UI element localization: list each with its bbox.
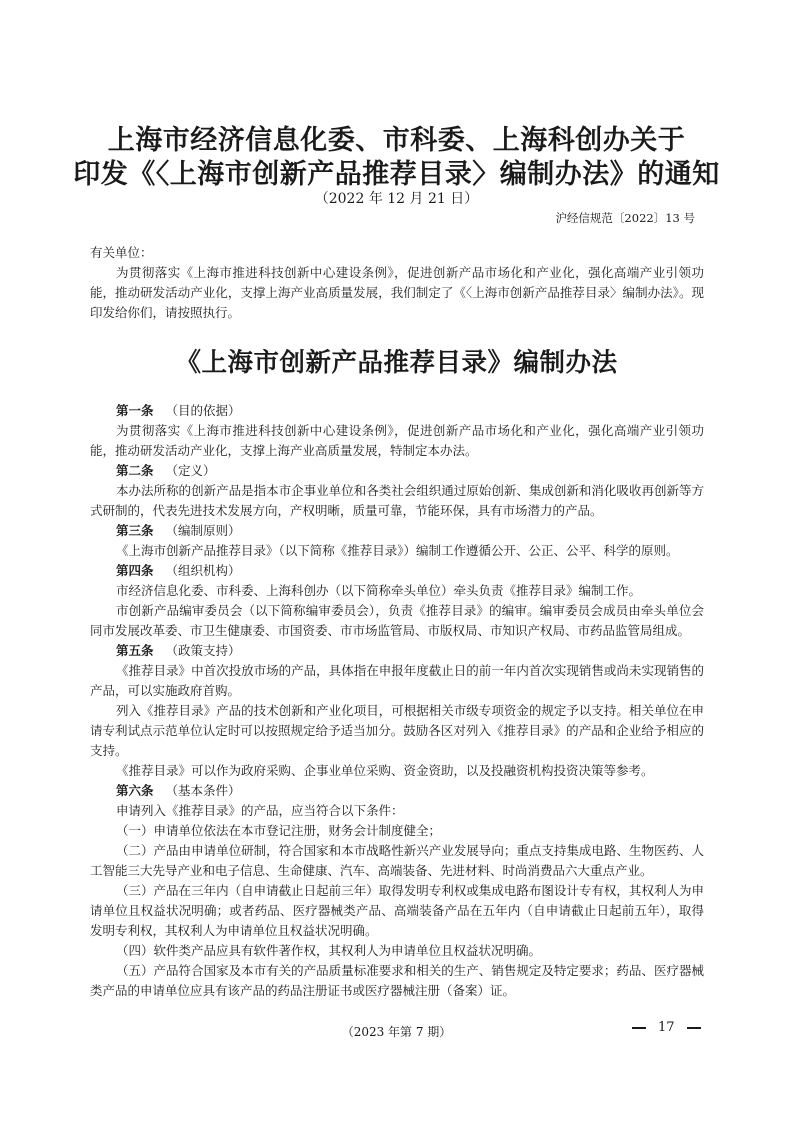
article-paragraph: 市创新产品编审委员会（以下简称编审委员会），负责《推荐目录》的编审。编审委员会成员由牵头单位会同市发展改革委、市卫生健康委、市国资委、市市场监管局、市版权局、市知识产权局、市药品监管局组成。 bbox=[90, 603, 704, 638]
article-number: 第一条 bbox=[116, 403, 154, 418]
page-number-value: 17 bbox=[658, 1020, 675, 1035]
article-paragraph: 本办法所称的创新产品是指本市企事业单位和各类社会组织通过原始创新、集成创新和消化吸收再创新等方式研制的，代表先进技术发展方向，产权明晰，质量可靠，节能环保，具有市场潜力的产品。 bbox=[90, 483, 704, 518]
article-paragraph: （四）软件类产品应具有软件著作权，其权利人为申请单位且权益状况明确。 bbox=[116, 943, 542, 958]
article-paragraph: 为贯彻落实《上海市推进科技创新中心建设条例》，促进创新产品市场化和产业化，强化高端产业引领功能，推动研发活动产业化，支撑上海产业高质量发展，特制定本办法。 bbox=[90, 423, 704, 458]
article-paragraph: 申请列入《推荐目录》的产品，应当符合以下条件： bbox=[116, 803, 404, 818]
addressee: 有关单位： bbox=[90, 245, 153, 260]
article-paragraph: （五）产品符合国家及本市有关的产品质量标准要求和相关的生产、销售规定及特定要求；药品、医疗器械类产品的申请单位应具有该产品的药品注册证书或医疗器械注册（备案）证。 bbox=[90, 963, 704, 998]
issue-label: （2023 年第 7 期） bbox=[341, 1025, 452, 1039]
article-name: （编制原则） bbox=[165, 523, 241, 538]
article-number: 第四条 bbox=[116, 563, 154, 578]
article-heading bbox=[90, 561, 704, 581]
dash-left bbox=[632, 1027, 646, 1029]
page-number bbox=[632, 1020, 701, 1035]
notice-title-line-1: 上海市经济信息化委、市科委、上海科创办关于 bbox=[107, 125, 686, 156]
article-paragraph: 《推荐目录》中首次投放市场的产品，具体指在申报年度截止日的前一年内首次实现销售或尚未实现销售的产品，可以实施政府首购。 bbox=[90, 663, 704, 698]
article-number: 第六条 bbox=[116, 783, 154, 798]
article-paragraph: 《上海市创新产品推荐目录》（以下简称《推荐目录》）编制工作遵循公开、公正、公平、科学的原则。 bbox=[116, 543, 679, 558]
dash-right bbox=[687, 1027, 701, 1029]
article-name: （目的依据） bbox=[165, 403, 241, 418]
article-paragraph: （一）申请单位依法在本市登记注册，财务会计制度健全； bbox=[116, 823, 442, 838]
notice-title-line-2: 印发《〈上海市创新产品推荐目录〉编制办法》的通知 bbox=[73, 159, 720, 190]
article-paragraph: 《推荐目录》可以作为政府采购、企事业单位采购、资金资助，以及投融资机构投资决策等参考。 bbox=[116, 763, 654, 778]
article-name: （基本条件） bbox=[165, 783, 241, 798]
article-heading bbox=[90, 461, 704, 481]
notice-body: 为贯彻落实《上海市推进科技创新中心建设条例》，促进创新产品市场化和产业化，强化高端产业引领功能，推动研发活动产业化，支撑上海产业高质量发展，我们制定了《〈上海市创新产品推荐目录〉编制办法》。现印发给你们，请按照执行。 bbox=[90, 265, 704, 320]
notice-date: （2022 年 12 月 21 日） bbox=[314, 191, 479, 207]
article-paragraph: 列入《推荐目录》产品的技术创新和产业化项目，可根据相关市级专项资金的规定予以支持。相关单位在申请专利试点示范单位认定时可以按照规定给予适当加分。鼓励各区对列入《推荐目录》的产品和企业给予相应的支持。 bbox=[90, 703, 704, 758]
article-heading bbox=[90, 641, 704, 661]
article-name: （定义） bbox=[165, 463, 216, 478]
article-paragraph: （三）产品在三年内（自申请截止日起前三年）取得发明专利权或集成电路布图设计专有权，其权利人为申请单位且权益状况明确；或者药品、医疗器械类产品、高端装备产品在五年内（自申请截止日起前五年），取得发明专利权，其权利人为申请单位且权益状况明确。 bbox=[90, 883, 704, 938]
regulation-articles bbox=[90, 401, 704, 1001]
article-number: 第二条 bbox=[116, 463, 154, 478]
article-paragraph: （二）产品由申请单位研制，符合国家和本市战略性新兴产业发展导向；重点支持集成电路、生物医药、人工智能三大先导产业和电子信息、生命健康、汽车、高端装备、先进材料、时尚消费品六大重点产业。 bbox=[90, 843, 704, 878]
article-name: （政策支持） bbox=[165, 643, 241, 658]
article-paragraph: 市经济信息化委、市科委、上海科创办（以下简称牵头单位）牵头负责《推荐目录》编制工作。 bbox=[116, 583, 642, 598]
document-number: 沪经信规范〔2022〕13 号 bbox=[555, 211, 695, 225]
article-number: 第三条 bbox=[116, 523, 154, 538]
article-number: 第五条 bbox=[116, 643, 154, 658]
article-name: （组织机构） bbox=[165, 563, 241, 578]
article-heading bbox=[90, 401, 704, 421]
article-heading bbox=[90, 521, 704, 541]
article-heading bbox=[90, 781, 704, 801]
regulation-title: 《上海市创新产品推荐目录》编制办法 bbox=[175, 348, 618, 378]
